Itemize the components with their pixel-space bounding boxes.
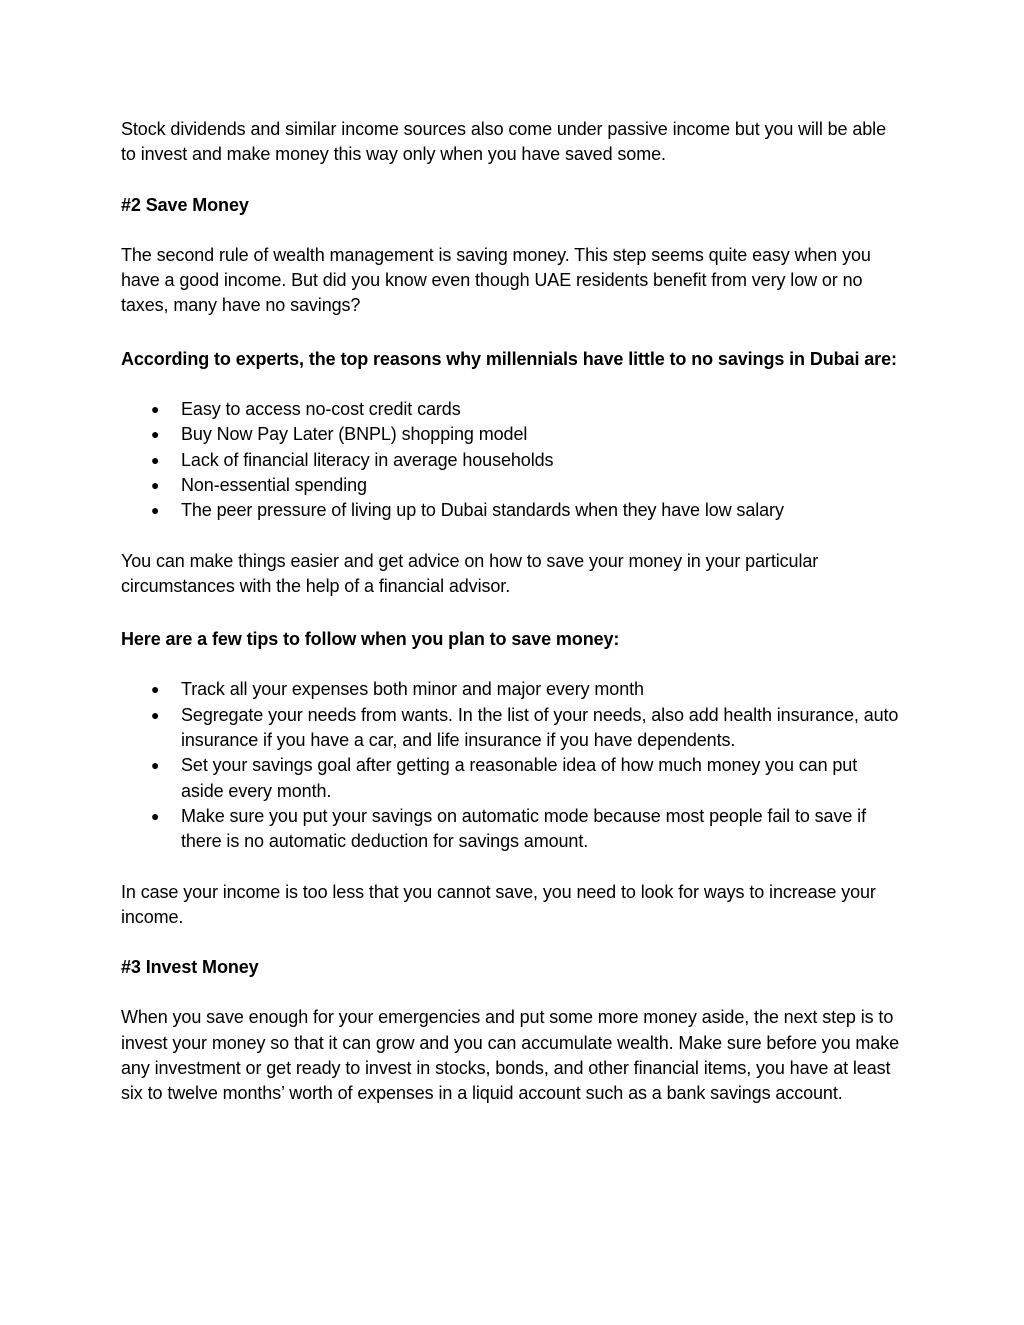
list-item-text: Easy to access no-cost credit cards: [181, 399, 461, 420]
list-item-text: Non-essential spending: [181, 474, 367, 495]
list-item: [121, 804, 903, 855]
list-item: [121, 753, 903, 804]
list-item: [121, 397, 903, 422]
bullet-icon: ●: [151, 706, 160, 723]
bullet-icon: ●: [151, 476, 160, 493]
paragraph-invest: When you save enough for your emergencies and put some more money aside, the next step is to invest your money so that it can grow and you can accumulate wealth. Make sure before you make any investment or get ready to invest in stocks, bonds, and other financial items, you have at least six to twelve months’ worth of expenses in a liquid account such as a bank savings account.: [121, 1007, 900, 1104]
document-body: [121, 117, 903, 1107]
list-item: [121, 498, 903, 523]
bullet-icon: ●: [151, 502, 160, 519]
heading-save-money: #2 Save Money: [121, 194, 249, 215]
list-item: [121, 703, 903, 754]
bullet-icon: ●: [151, 807, 160, 824]
heading-invest-money: #3 Invest Money: [121, 957, 259, 978]
list-item-text: Track all your expenses both minor and major every month: [181, 679, 644, 700]
list-item: [121, 448, 903, 473]
list-item-text: Lack of financial literacy in average households: [181, 449, 554, 470]
paragraph-increase-income: In case your income is too less that you cannot save, you need to look for ways to increase your income.: [121, 881, 876, 927]
heading-tips: Here are a few tips to follow when you plan to save money:: [121, 629, 620, 650]
heading-reasons: According to experts, the top reasons why millennials have little to no savings in Dubai are:: [121, 348, 897, 369]
list-item-text: Buy Now Pay Later (BNPL) shopping model: [181, 424, 528, 445]
list-item-text: The peer pressure of living up to Dubai standards when they have low salary: [181, 500, 784, 521]
reasons-list: [121, 397, 903, 523]
paragraph-passive-income: Stock dividends and similar income sources also come under passive income but you will be able to invest and make money this way only when you have saved some.: [121, 119, 886, 165]
list-item: [121, 677, 903, 702]
bullet-icon: ●: [151, 681, 160, 698]
tips-list: [121, 677, 903, 854]
paragraph-saving-rule: The second rule of wealth management is saving money. This step seems quite easy when you have a good income. But did you know even though UAE residents benefit from very low or no taxes, many have no savings?: [121, 244, 871, 316]
bullet-icon: ●: [151, 401, 160, 418]
bullet-icon: ●: [151, 451, 160, 468]
list-item: [121, 473, 903, 498]
paragraph-financial-advisor: You can make things easier and get advice on how to save your money in your particular circumstances with the help of a financial advisor.: [121, 550, 819, 596]
bullet-icon: ●: [151, 757, 160, 774]
list-item: [121, 422, 903, 447]
list-item-text: Make sure you put your savings on automatic mode because most people fail to save if there is no automatic deduction for savings amount.: [181, 805, 866, 852]
list-item-text: Segregate your needs from wants. In the list of your needs, also add health insurance, auto insurance if you have a car, and life insurance if you have dependents.: [181, 704, 899, 751]
bullet-icon: ●: [151, 426, 160, 443]
list-item-text: Set your savings goal after getting a reasonable idea of how much money you can put aside every month.: [181, 755, 858, 801]
